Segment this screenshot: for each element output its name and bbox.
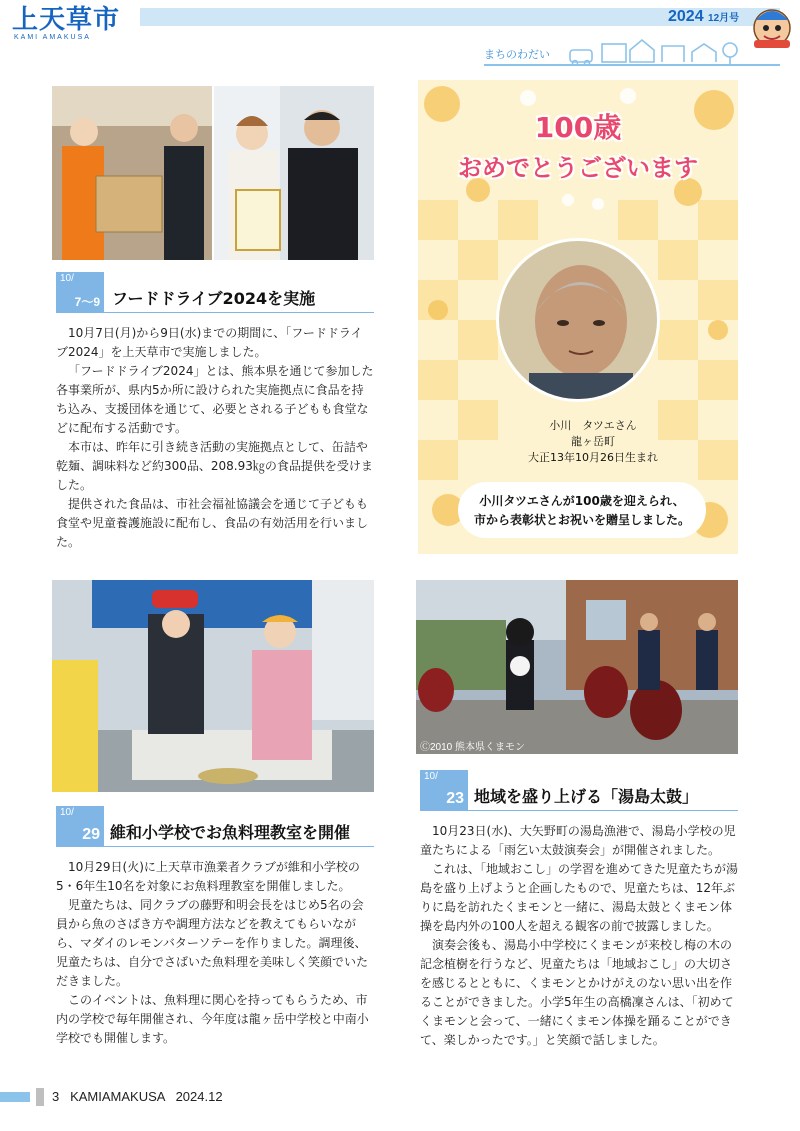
title-rule xyxy=(420,810,738,811)
food-drive-title: フードドライブ2024を実施 xyxy=(112,289,316,308)
paragraph: 「フードドライブ2024」とは、熊本県を通じて参加した各事業所が、県内5か所に設けられた実施拠点に食品を持ち込み、支援団体を通じて、必要とされる子どもも食堂などに配布する活動です。 xyxy=(56,364,374,435)
date-day: 29 xyxy=(82,826,100,843)
centenarian-name: 小川 タツエさん xyxy=(549,419,637,432)
paragraph: 10月23日(水)、大矢野町の湯島漁港で、湯島小学校の児童たちによる「雨乞い太鼓演奏会」が開催されました。 xyxy=(420,824,736,857)
logo-subtitle: KAMI AMAKUSA xyxy=(14,34,91,41)
taiko-title: 地域を盛り上げる「湯島太鼓」 xyxy=(474,787,699,806)
title-rule xyxy=(56,312,374,313)
header-rule xyxy=(484,64,780,66)
paragraph: 10月29日(火)に上天草市漁業者クラブが維和小学校の5・6年生10名を対象にお魚料理教室を開催しました。 xyxy=(56,860,360,893)
date-day: 7～9 xyxy=(74,295,100,309)
date-badge-food-drive xyxy=(56,272,104,312)
date-badge-cooking xyxy=(56,806,104,846)
cooking-class-photo xyxy=(52,580,374,792)
publication-date: 2024.12 xyxy=(175,1089,223,1104)
celebration-title-congrats: おめでとうございます xyxy=(458,154,698,182)
taiko-body xyxy=(420,822,738,1050)
issue-label xyxy=(668,8,739,26)
logo-title: 上天草市 xyxy=(12,5,121,35)
page-number: 3 xyxy=(52,1089,60,1104)
paragraph: 児童たちは、同クラブの藤野和明会長をはじめ5名の会員から魚のさばき方や調理方法などを教えてもらいながら、マダイのレモンバターソテーを作りました。調理後、児童たちは、自分でさばいた魚料理を美味しく笑顔でいただきました。 xyxy=(56,898,369,988)
mascot-icon xyxy=(748,2,796,50)
city-logo xyxy=(12,5,132,41)
celebration-title-age: 100歳 xyxy=(534,111,622,144)
paragraph: 演奏会後も、湯島小中学校にくまモンが来校し梅の木の記念植樹を行うなど、児童たちは「地域おこし」の大切さを感じるとともに、くまモンとかけがえのない思い出を作ることができました。小学5年生の高橋凜さんは、「初めてくまモンと会って、一緒にくまモン体操を踊ることができて、楽しかったです。」と笑顔で話しました。 xyxy=(420,938,734,1047)
cooking-title: 維和小学校でお魚料理教室を開催 xyxy=(110,823,351,842)
date-month: 10/ xyxy=(424,771,438,782)
paragraph: 10月7日(月)から9日(水)までの期間に、「フードドライブ2024」を上天草市で実施しました。 xyxy=(56,326,363,359)
paragraph: このイベントは、魚料理に関心を持ってもらうため、市内の学校で毎年開催され、今年度は龍ヶ岳中学校と中南小学校でも開催します。 xyxy=(56,993,369,1045)
cooking-body xyxy=(56,858,374,1048)
taiko-photo xyxy=(416,580,738,754)
photo-credit: Ⓒ2010 熊本県くまモン xyxy=(420,742,526,753)
publication-name: KAMIAMAKUSA xyxy=(70,1089,165,1104)
food-drive-body xyxy=(56,324,374,552)
date-badge-taiko xyxy=(420,770,468,810)
centenarian-portrait xyxy=(496,238,660,402)
footer-text xyxy=(52,1089,223,1104)
town-skyline-icon xyxy=(566,36,746,66)
paragraph: 本市は、昨年に引き続き活動の実施拠点として、缶詰や乾麺、調味料など約300品、208.93㎏の食品提供を受けました。 xyxy=(56,440,373,492)
issue-year: 2024 xyxy=(668,8,704,25)
date-day: 23 xyxy=(446,790,464,807)
issue-month: 12月号 xyxy=(708,13,740,24)
message-line: 小川タツエさんが100歳を迎えられ、 xyxy=(479,494,685,508)
centenarian-birth: 大正13年10月26日生まれ xyxy=(528,451,658,464)
date-month: 10/ xyxy=(60,273,74,284)
centenarian-info xyxy=(478,418,708,466)
footer-bar xyxy=(0,1092,30,1102)
paragraph: 提供された食品は、市社会福祉協議会を通じて子どもも食堂や児童養護施設に配布し、食品の有効活用を行いました。 xyxy=(56,497,369,549)
section-label: まちのわだい xyxy=(484,48,550,61)
paragraph: これは、「地域おこし」の学習を進めてきた児童たちが湯島を盛り上げようと企画したもので、児童たちは、12年ぶりに島を訪れたくまモンと一緒に、湯島太鼓とくまモン体操を島内外の100人を超える観客の前で披露しました。 xyxy=(420,862,739,933)
message-line: 市から表彰状とお祝いを贈呈しました。 xyxy=(473,513,690,527)
food-drive-photo xyxy=(52,86,374,260)
centenarian-town: 龍ヶ岳町 xyxy=(571,435,615,448)
title-rule xyxy=(56,846,374,847)
celebration-message xyxy=(458,482,706,538)
footer-block xyxy=(36,1088,44,1106)
date-month: 10/ xyxy=(60,807,74,818)
centenarian-panel xyxy=(418,80,738,554)
